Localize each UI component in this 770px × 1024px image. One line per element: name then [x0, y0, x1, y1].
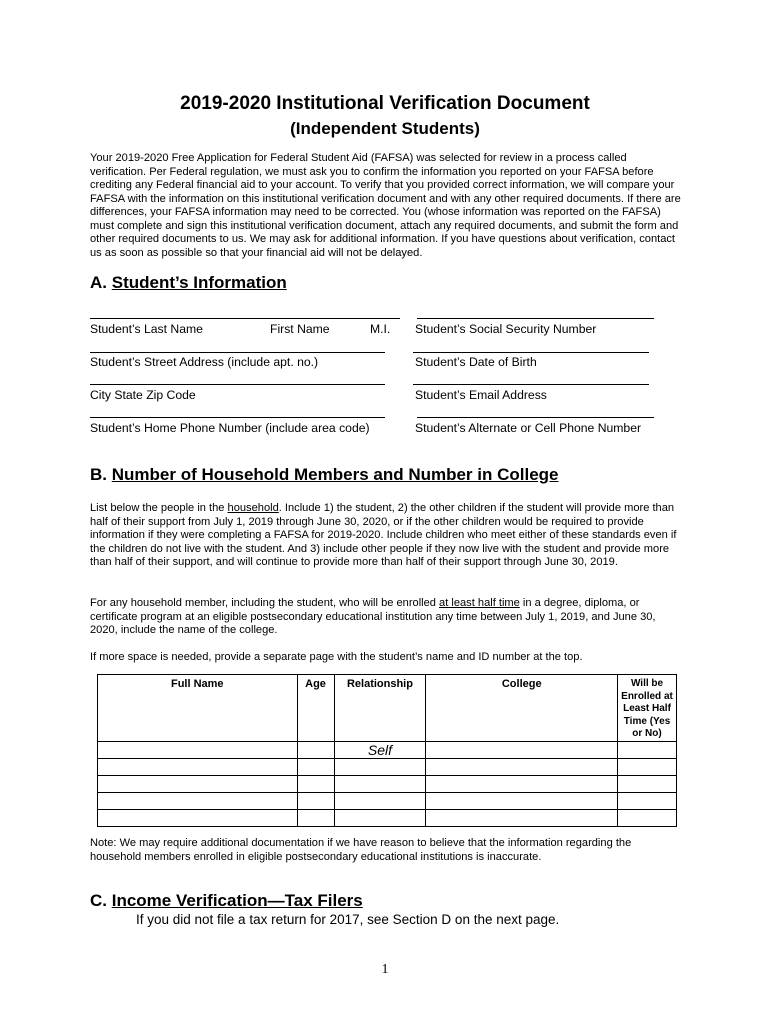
table-row [98, 775, 677, 792]
home-phone-line[interactable] [90, 417, 385, 418]
city-line[interactable] [90, 384, 385, 385]
header-relationship: Relationship [334, 675, 426, 742]
cell-college[interactable] [426, 809, 618, 826]
para2-before: For any household member, including the student, who will be enrolled [90, 597, 440, 609]
section-c-subtext: If you did not file a tax return for 2017, see Section D on the next page. [136, 912, 560, 927]
documentation-note: Note: We may require additional documentation if we have reason to believe that the information regarding the household members enrolled in eligible postsecondary educational institutions is inaccurate. [90, 837, 632, 863]
cell-college[interactable] [426, 758, 618, 775]
household-term: household [227, 502, 279, 514]
dob-line[interactable] [413, 352, 649, 353]
cell-full-name[interactable] [98, 775, 298, 792]
cell-age[interactable] [297, 741, 334, 758]
header-age: Age [297, 675, 334, 742]
document-title: 2019-2020 Institutional Verification Document [180, 93, 590, 114]
home-phone-label: Student’s Home Phone Number (include area code) [90, 421, 370, 435]
para1-after: . Include 1) the student, 2) the other children if the student will provide more than half of their support from July 1, 2019 through June 30, 2020, or if the other children would be required to provide information if they were completing a FAFSA for 2019-2020. Include children who meet either of these standards even if the children do not live with the student. And 3) include other people if they now live with the student and provide more than half of their support, and will continue to provide more than half of their support through June 30, 2019. [90, 502, 677, 568]
street-label: Student’s Street Address (include apt. no.) [90, 355, 319, 369]
cell-enrolled[interactable] [618, 741, 677, 758]
cell-enrolled[interactable] [618, 809, 677, 826]
cell-college[interactable] [426, 775, 618, 792]
cell-age[interactable] [297, 758, 334, 775]
cell-enrolled[interactable] [618, 758, 677, 775]
space-note: If more space is needed, provide a separate page with the student’s name and ID number at the top. [90, 651, 583, 663]
section-c-title: Income Verification—Tax Filers [111, 891, 363, 910]
cell-college[interactable] [426, 741, 618, 758]
cell-relationship[interactable] [334, 775, 426, 792]
para2-after: in a degree, diploma, or certificate program at an eligible postsecondary educational institution any time between July 1, 2019, and June 30, 2020, include the name of the college. [90, 597, 656, 636]
street-line[interactable] [90, 352, 385, 353]
cell-relationship-self: Self [334, 741, 426, 758]
header-full-name: Full Name [98, 675, 298, 742]
section-a-letter: A. [90, 273, 107, 292]
page-number: 1 [381, 962, 389, 977]
document-subtitle: (Independent Students) [290, 119, 480, 138]
cell-enrolled[interactable] [618, 775, 677, 792]
cell-enrolled[interactable] [618, 792, 677, 809]
header-enrolled: Will be Enrolled at Least Half Time (Yes or No) [618, 675, 677, 742]
cell-college[interactable] [426, 792, 618, 809]
section-a-heading [90, 273, 287, 293]
ssn-line[interactable] [417, 318, 654, 319]
table-row [98, 809, 677, 826]
alt-phone-line[interactable] [417, 417, 654, 418]
section-b-heading [90, 465, 559, 485]
alt-phone-label: Student’s Alternate or Cell Phone Number [415, 421, 642, 435]
cell-age[interactable] [297, 792, 334, 809]
intro-paragraph: Your 2019-2020 Free Application for Federal Student Aid (FAFSA) was selected for review in a process called verification. Per Federal regulation, we must ask you to confirm the information you reported on your FAFSA before crediting any Federal financial aid to your account. To verify that you provided correct information, we will compare your FAFSA with the information on this institutional verification document and with any other required documents. If there are differences, your FAFSA information may need to be corrected. You (whose information was reported on the FAFSA) must complete and sign this institutional verification document, attach any required documents, and submit the form and other required documents to us. We may ask for additional information. If you have questions about verification, contact us as soon as possible so that your financial aid will not be delayed. [90, 152, 681, 259]
cell-full-name[interactable] [98, 792, 298, 809]
household-table [97, 674, 677, 827]
cell-age[interactable] [297, 775, 334, 792]
cell-age[interactable] [297, 809, 334, 826]
para1-before: List below the people in the [90, 502, 228, 514]
table-row [98, 758, 677, 775]
section-c-letter: C. [90, 891, 107, 910]
first-name-label: First Name [270, 322, 330, 336]
section-b-letter: B. [90, 465, 107, 484]
ssn-label: Student’s Social Security Number [415, 322, 597, 336]
section-b-title: Number of Household Members and Number in College [111, 465, 559, 484]
cell-full-name[interactable] [98, 809, 298, 826]
name-line[interactable] [90, 318, 400, 319]
mi-label: M.I. [370, 322, 391, 336]
half-time-term: at least half time [439, 597, 520, 609]
table-header-row [98, 675, 677, 742]
dob-label: Student’s Date of Birth [415, 355, 537, 369]
enrollment-paragraph [90, 597, 685, 638]
household-paragraph [90, 502, 685, 570]
email-line[interactable] [413, 384, 649, 385]
section-c-heading [90, 891, 363, 911]
last-name-label: Student’s Last Name [90, 322, 203, 336]
cell-relationship[interactable] [334, 809, 426, 826]
header-college: College [426, 675, 618, 742]
table-row [98, 792, 677, 809]
email-label: Student’s Email Address [415, 388, 547, 402]
cell-full-name[interactable] [98, 741, 298, 758]
section-a-title: Student’s Information [111, 273, 287, 292]
city-state-zip-label: City State Zip Code [90, 388, 196, 402]
cell-relationship[interactable] [334, 792, 426, 809]
cell-full-name[interactable] [98, 758, 298, 775]
table-row [98, 741, 677, 758]
cell-relationship[interactable] [334, 758, 426, 775]
